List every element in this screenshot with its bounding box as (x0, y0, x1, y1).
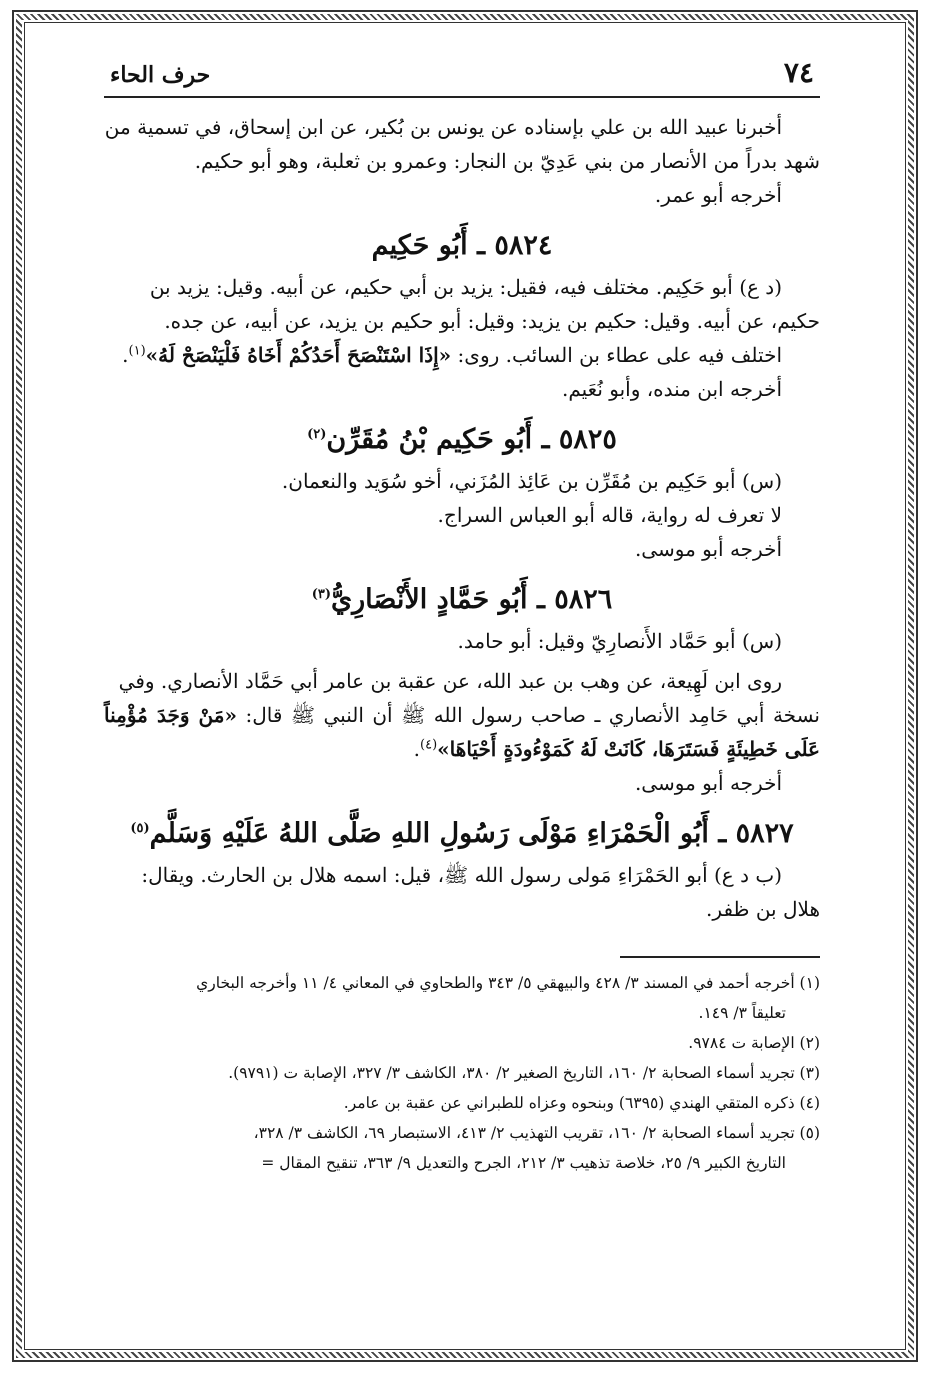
footnote-continuation: تعليقاً ٣/ ١٤٩. (698, 1004, 786, 1022)
entry-title-5827: ٥٨٢٧ ـ أَبُو الْحَمْرَاءِ مَوْلَى رَسُولِ اللهِ صَلَّى اللهُ عَلَيْهِ وَسَلَّم$^{(٥)}$ (130, 818, 794, 849)
footnote-ref: (١) (128, 343, 146, 359)
entry-paragraph: أخرجه أبو موسى. (634, 771, 782, 795)
entry-title-5826: ٥٨٢٦ ـ أَبُو حَمَّادٍ الأَنْصَارِيُّ$^{(٣)}$ (311, 584, 613, 615)
entry-paragraph: أخرجه ابن منده، وأبو نُعَيم. (561, 377, 782, 401)
footnote: (١) أخرجه أحمد في المسند ٣/ ٤٢٨ والبيهقي ٥/ ٣٤٣ والطحاوي في المعاني ٤/ ١١ وأخرجه البخاري (196, 974, 820, 992)
footnote: (٢) الإصابة ت ٩٧٨٤. (688, 1034, 820, 1052)
entry-paragraph: روى ابن لَهِيعة، عن وهب بن عبد الله، عن عقبة بن عامر أبي حَمَّاد الأنصاري. وفي (118, 669, 782, 693)
entry-title-5825: ٥٨٢٥ ـ أَبُو حَكِيم بْنُ مُقَرِّن$^{(٢)}$ (307, 424, 617, 455)
footnote: (٤) ذكره المتقي الهندي (٦٣٩٥) وبنحوه وعزاه للطبراني عن عقبة بن عامر. (343, 1094, 820, 1112)
footnote: (٥) تجريد أسماء الصحابة ٢/ ١٦٠، تقريب التهذيب ٢/ ٤١٣، الاستبصار ٦٩، الكاشف ٣/ ٣٢٨، (253, 1124, 820, 1142)
footnote-ref: (٢) (307, 427, 327, 442)
entry-paragraph: حكيم، عن أبيه. وقيل: حكيم بن يزيد: وقيل: أبو حكيم بن يزيد، عن أبيه، عن جده. (164, 309, 820, 333)
footnote-ref: (٣) (311, 587, 331, 602)
page-number: ٧٤ (783, 56, 814, 89)
entry-paragraph: لا تعرف له رواية، قاله أبو العباس السراج. (437, 503, 782, 527)
footnote: (٣) تجريد أسماء الصحابة ٢/ ١٦٠، التاريخ الصغير ٢/ ٣٨٠، الكاشف ٣/ ٣٢٧، الإصابة ت (٩٧٩١). (228, 1064, 820, 1082)
running-head: حرف الحاء (110, 62, 211, 88)
entry-paragraph: أخرجه أبو موسى. (634, 537, 782, 561)
entry-title-5824: ٥٨٢٤ ـ أَبُو حَكِيم (371, 230, 553, 261)
footnote-ref: (٤) (420, 737, 438, 753)
intro-line: أخبرنا عبيد الله بن علي بإسناده عن يونس بن بُكير، عن ابن إسحاق، في تسمية من (104, 115, 782, 139)
entry-paragraph: (ب د ع) أبو الحَمْرَاءِ مَولى رسول الله ﷺ، قيل: اسمه هلال بن الحارث. ويقال: (141, 863, 782, 887)
footnotes (104, 968, 820, 1178)
footnote-continuation: التاريخ الكبير ٩/ ٢٥، خلاصة تذهيب ٣/ ٢١٢، الجرح والتعديل ٩/ ٣٦٣، تنقيح المقال = (261, 1154, 786, 1172)
hadith-text: «إِذَا اسْتَنْصَحَ أَحَدُكُمْ أَخَاهُ فَلْيَنْصَحْ لَهُ» (145, 343, 452, 367)
intro-line: أخرجه أبو عمر. (654, 183, 782, 207)
footnote-divider (620, 956, 820, 958)
entry-paragraph: (س) أبو حَمَّاد الأَنصارِيّ وقيل: أبو حامد. (457, 629, 782, 653)
entry-paragraph: (د ع) أبو حَكِيم. مختلف فيه، فقيل: يزيد بن أبي حكيم، عن أبيه. وقيل: يزيد بن (149, 275, 782, 299)
entry-paragraph: (س) أبو حَكِيم بن مُقَرِّن بن عَائِذ المُزَني، أخو سُوَيد والنعمان. (281, 469, 782, 493)
intro-line: شهد بدراً من الأنصار من بني عَدِيّ بن النجار: وعمرو بن ثعلبة، وهو أبو حكيم. (194, 149, 820, 173)
page-header (104, 52, 820, 98)
page-content (104, 52, 820, 1342)
entry-paragraph: هلال بن ظفر. (706, 897, 820, 921)
entry-paragraph: اختلف فيه على عطاء بن السائب. روى: «إِذَا اسْتَنْصَحَ أَحَدُكُمْ أَخَاهُ فَلْيَنْصَحْ لَهُ»$^{(١)}$. (122, 343, 782, 367)
footnote-ref: (٥) (130, 821, 150, 836)
hadith-text: «مَنْ وَجَدَ مُؤْمِناً عَلَى خَطِيئَةٍ فَسَتَرَهَا، كَانَتْ لَهُ كَمَوْءُودَةٍ أَحْيَاهَا» (104, 703, 820, 761)
entry-paragraph: نسخة أبي حَامِد الأنصاري ـ صاحب رسول الله ﷺ أن النبي ﷺ قال: «مَنْ وَجَدَ مُؤْمِناً عَلَى خَطِيئَةٍ فَسَتَرَهَا، كَانَتْ لَهُ كَمَوْءُودَةٍ أَحْيَاهَا»$^{(٤)}$. (104, 703, 820, 761)
main-text (104, 110, 820, 1178)
